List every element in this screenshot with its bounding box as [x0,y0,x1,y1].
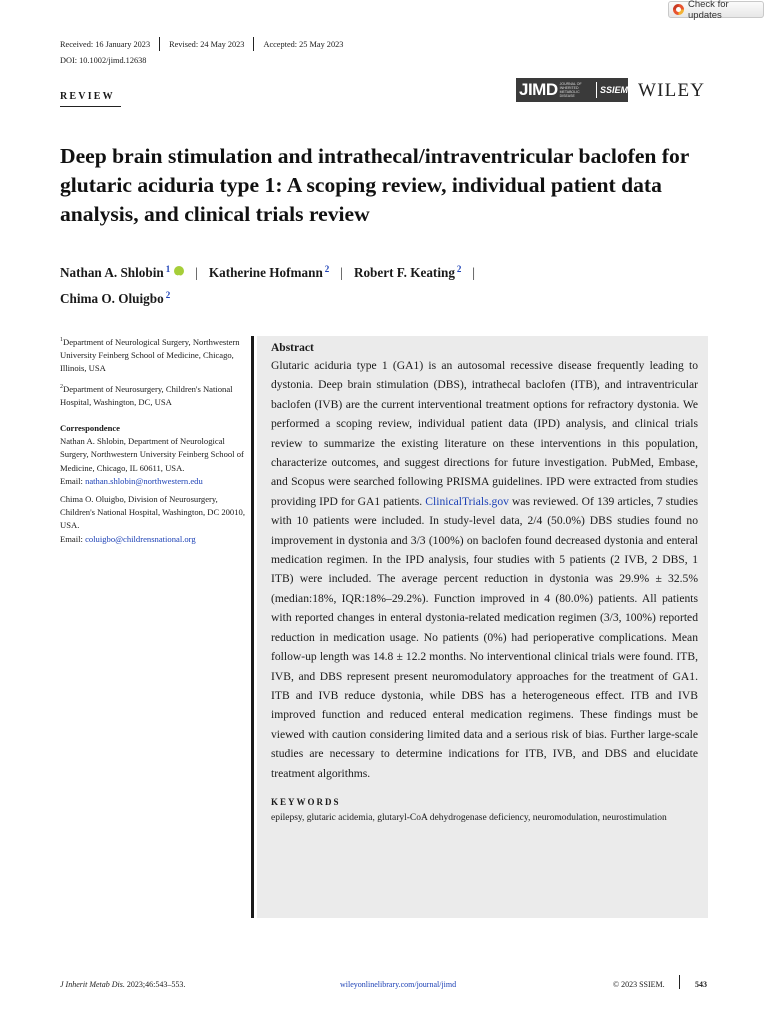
author-separator: | [340,265,343,280]
affiliations-column [60,334,248,551]
correspondence-entry [60,493,248,546]
author-list [60,258,710,310]
affiliation-number: 2 [60,383,63,390]
wiley-logo: WILEY [638,80,706,101]
journal-abbrev: J Inherit Metab Dis. [60,980,125,989]
revised-date: Revised: 24 May 2023 [169,39,245,49]
section-label: REVIEW [60,91,115,102]
abstract-heading: Abstract [271,342,314,354]
author-affiliation-marker[interactable]: 2 [324,264,330,274]
abstract-text-part: Glutaric aciduria type 1 (GA1) is an autosomal recessive disease frequently leading to dystonia. Deep brain stimulation (DBS), intrathecal baclofen (ITB), and intraventricular baclofen (IVB) are the current interventional treatment options for refractory dystonia. We performed a scoping review, individual patient data (IPD) analysis, and clinical trials review to summarize the existing literature on these interventions in this population, characterize outcomes, and suggest directions for future investigation. PubMed, Embase, and Scopus were searched following PRISMA guidelines. IPD were extracted from studies providing IPD for GA1 patients. [271,359,698,508]
jimd-logo-text: JIMD [519,80,558,99]
accepted-date: Accepted: 25 May 2023 [263,39,344,49]
email-link[interactable]: coluigbo@childrensnational.org [85,533,196,544]
email-link[interactable]: nathan.shlobin@northwestern.edu [85,475,203,486]
doi[interactable]: DOI: 10.1002/jimd.12638 [60,56,147,65]
check-for-updates-button[interactable] [668,0,764,21]
correspondence-heading: Correspondence [60,423,120,434]
affiliation-text: Department of Neurological Surgery, Northwestern University Feinberg School of Medicine, Chicago, Illinois, USA [60,337,240,374]
keywords-text: epilepsy, glutaric acidemia, glutaryl-CoA dehydrogenase deficiency, neuromodulation, neurostimulation [271,812,667,823]
date-divider [253,37,254,51]
author-affiliation-marker[interactable]: 2 [456,264,462,274]
footer-divider [679,975,680,989]
footer-citation [60,980,185,989]
date-divider [159,37,160,51]
page-number: 543 [695,980,707,989]
author-affiliation-marker[interactable]: 1 [165,264,171,274]
check-for-updates-label: Check for updates [688,0,729,21]
author-separator: | [472,265,476,280]
logo-divider [596,82,597,98]
author-affiliation-marker[interactable]: 2 [165,290,171,300]
article-dates [60,37,343,51]
author-separator: | [195,265,198,280]
keywords-heading: KEYWORDS [271,796,341,807]
orcid-icon[interactable] [174,266,184,276]
author-name[interactable]: Katherine Hofmann [208,265,323,280]
article-title: Deep brain stimulation and intrathecal/intraventricular baclofen for glutaric aciduria type 1: A scoping review, individual patient data analysis, and clinical trials review [60,144,689,226]
email-label: Email: [60,533,86,544]
affiliation-item [60,334,248,376]
author-name[interactable]: Chima O. Oluigbo [60,291,164,306]
correspondence-entry [60,435,248,488]
footer-copyright: © 2023 SSIEM. [613,980,665,989]
abstract-text-part: was reviewed. Of 139 articles, 7 studies with 10 patients were included. In study-level data, 2/4 (50.0%) DBS studies found no improvement in dystonia and 3/3 (100%) on baclofen found decreased dystonia and enteral medication regimen. In the IPD analysis, four studies with 5 patients (2 IVB, 2 DBS, 1 ITB) were included. The average percent reduction in dystonia was 29.9% ± 32.5% (median:18%, IQR:18%–29.2%). Function improved in 4 (80.0%) patients. All patients with reported changes in enteral dystonia-related medication regimen (3/3, 100%) reported reduction in medication usage. No patients (0%) had perioperative complications. Mean follow-up length was 14.8 ± 12.2 months. No interventional clinical trials were found. ITB, IVB, and DBS represent present neuromodulatory approaches for the treatment of GA1. ITB and IVB reduce dystonia, while DBS has a heterogeneous effect. ITB and IVB improved function and reduced enteral medication regimens. These findings must be viewed with caution considering limited data and a serious risk of bias. Further large-scale studies are necessary to determine indications for ITB, IVB, and DBS and elucidate treatment algorithms. [271,494,699,780]
jimd-logo-subtitle: JOURNAL OF INHERITED METABOLIC DISEASE [559,82,582,98]
author-name[interactable]: Nathan A. Shlobin [60,265,164,280]
citation-volume: 2023;46:543–553. [124,980,186,989]
ssiem-logo-text: SSIEM [599,85,628,95]
affiliation-item [60,381,248,409]
section-rule [60,106,121,107]
crossmark-icon [673,4,684,15]
affiliation-number: 1 [60,337,63,343]
abstract-box [257,336,708,918]
footer-url-link[interactable]: wileyonlinelibrary.com/journal/jimd [340,980,457,989]
abstract-text [271,356,698,783]
affiliation-text: Department of Neurosurgery, Children's National Hospital, Washington, DC, USA [60,383,233,407]
correspondence-address: Nathan A. Shlobin, Department of Neurological Surgery, Northwestern University Feinberg School of Medicine, Chicago, IL 60611, USA. [60,436,244,473]
abstract-accent-bar [251,336,254,918]
author-name[interactable]: Robert F. Keating [353,265,455,280]
received-date: Received: 16 January 2023 [60,39,151,49]
clinicaltrials-link[interactable]: ClinicalTrials.gov [425,494,509,508]
email-label: Email: [60,475,86,486]
jimd-logo [516,78,628,102]
correspondence-address: Chima O. Oluigbo, Division of Neurosurgery, Children's National Hospital, Washington, DC 20010, USA. [60,494,245,531]
